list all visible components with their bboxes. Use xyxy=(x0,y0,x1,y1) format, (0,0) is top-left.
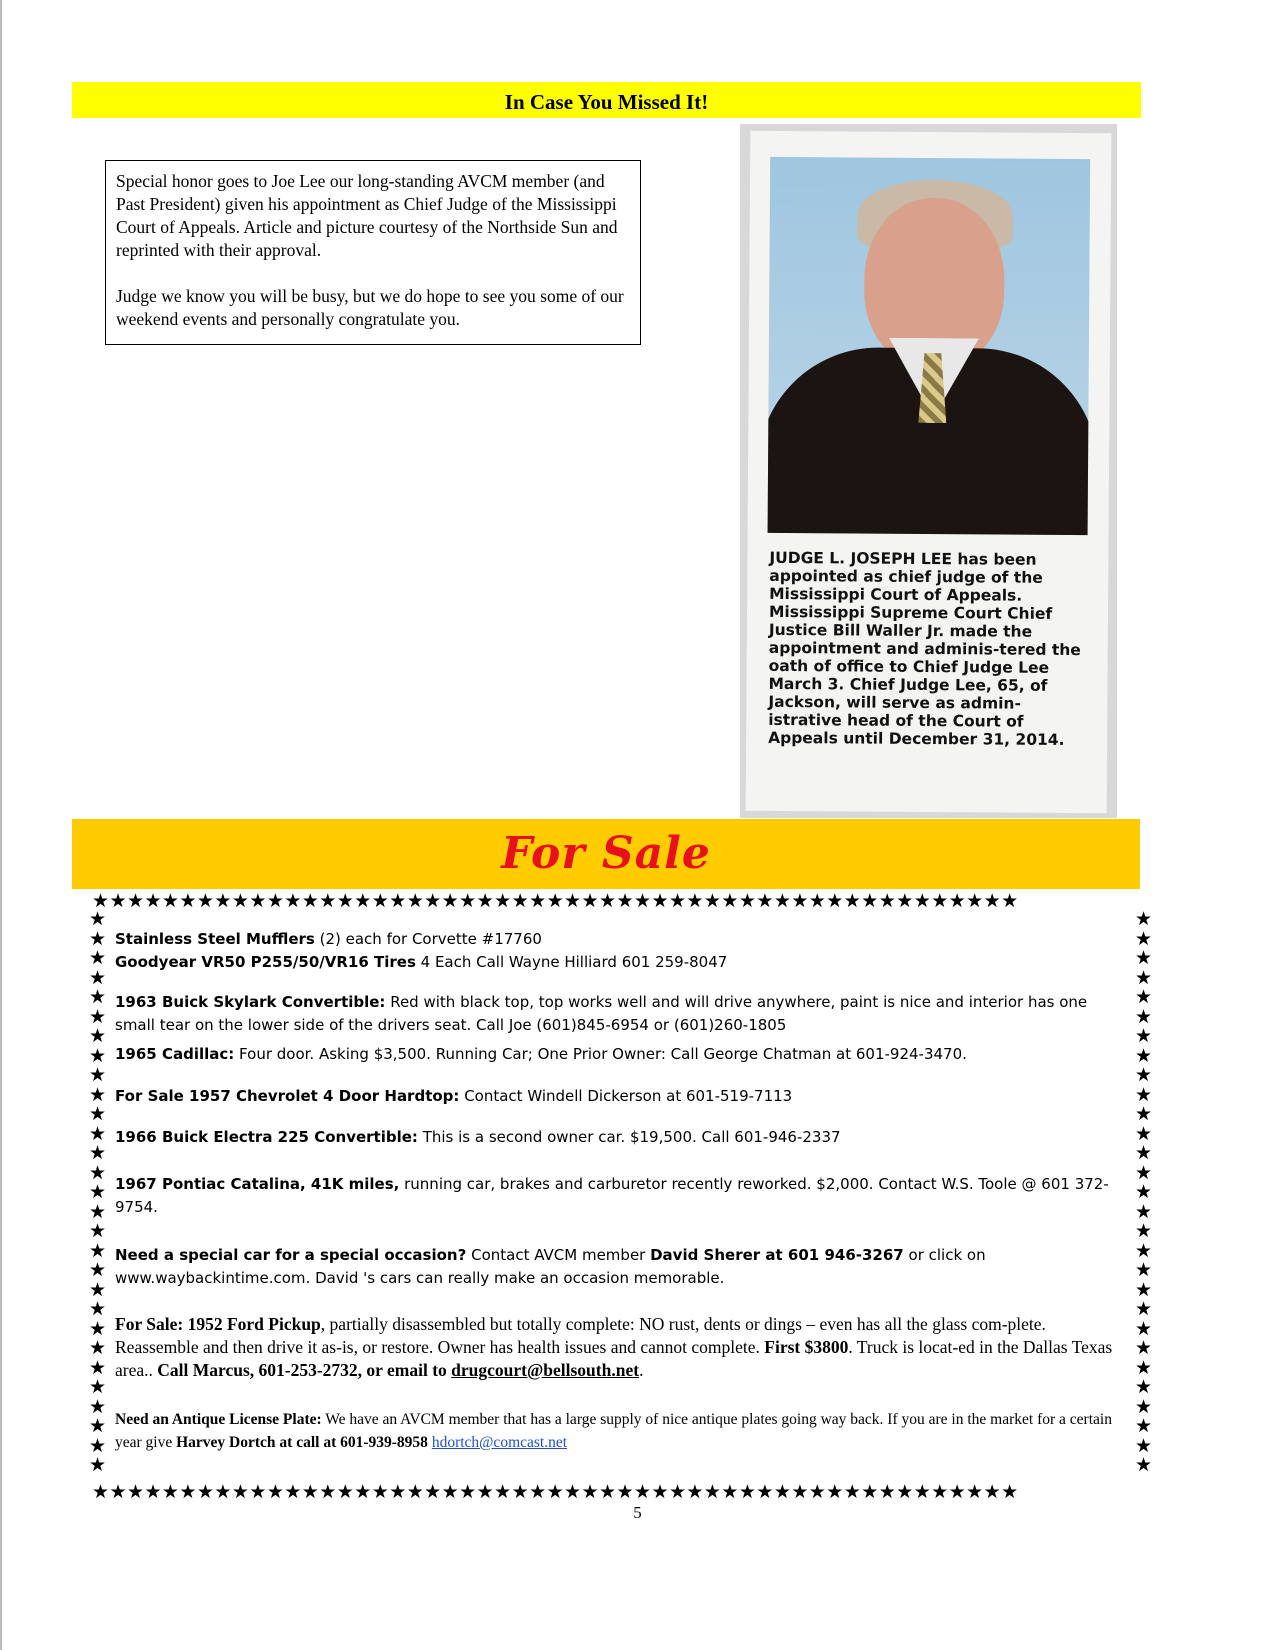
judge-photo xyxy=(768,157,1091,535)
item-text: running car, brakes and carburetor recently reworked. $2,000. Contact W.S. Toole @ 601 372-9754. xyxy=(115,1175,1109,1216)
item-text: This is a second owner car. $19,500. Call 601-946-2337 xyxy=(417,1128,841,1146)
item-text: Red with black top, top works well and will drive anywhere, paint is nice and interior has one small tear on the lower side of the drivers seat. Call Joe (601)845-6954 or (601)260-1805 xyxy=(115,993,1088,1034)
for-sale-item xyxy=(115,1173,1130,1219)
item-highlight: Harvey Dortch at call at 601-939-8958 xyxy=(176,1434,428,1451)
for-sale-list xyxy=(115,928,1130,1478)
for-sale-item xyxy=(115,1244,1130,1290)
page-number: 5 xyxy=(633,1503,642,1522)
for-sale-item xyxy=(115,991,1130,1037)
item-text: , partially disassembled but totally complete: NO rust, dents or dings – even has all the glass com-plete. Reassemble and then drive it as-is, or restore. Owner has health issues and cannot complete. xyxy=(115,1314,1046,1357)
item-text: Contact AVCM member xyxy=(466,1246,651,1264)
item-highlight: Need a special car for a special occasion? xyxy=(115,1246,467,1264)
item-text: 4 Each Call Wayne Hilliard 601 259-8047 xyxy=(415,953,728,971)
item-text: or click on www.waybackintime.com. David 's cars can really make an occasion memorable. xyxy=(115,1246,986,1287)
item-highlight: Call Marcus, 601-253-2732, or email to xyxy=(157,1360,452,1380)
item-text: . xyxy=(639,1360,644,1380)
item-highlight: First $3800 xyxy=(764,1337,849,1357)
item-highlight: For Sale 1957 Chevrolet 4 Door Hardtop: xyxy=(115,1087,460,1105)
for-sale-item xyxy=(115,1313,1130,1382)
photo-caption: JUDGE L. JOSEPH LEE has been appointed as chief judge of the Mississippi Court of Appeals. Mississippi Supreme Court Chief Justice Bill Waller Jr. made the appointment and adminis-tered the oath of office to Chief Judge Lee March 3. Chief Judge Lee, 65, of Jackson, will serve as admin-istrative head of the Court of Appeals until December 31, 2014. xyxy=(768,548,1081,749)
item-text: (2) each for Corvette #17760 xyxy=(314,930,542,948)
item-highlight: Goodyear VR50 P255/50/VR16 Tires xyxy=(115,953,416,971)
notice-box xyxy=(105,160,641,345)
for-sale-banner xyxy=(72,819,1140,889)
section-banner xyxy=(72,82,1141,118)
star-row: ★ ★ ★ ★ ★ ★ ★ ★ ★ ★ ★ ★ ★ ★ ★ ★ ★ ★ ★ ★ ★ ★ ★ ★ ★ ★ ★ ★ ★ xyxy=(1135,908,1153,1476)
item-text: . Truck is locat-ed in the Dallas Texas area.. xyxy=(115,1337,1113,1380)
item-highlight: 1963 Buick Skylark Convertible: xyxy=(115,993,386,1011)
star-row: ★ ★ ★ ★ ★ ★ ★ ★ ★ ★ ★ ★ ★ ★ ★ ★ ★ ★ ★ ★ ★ ★ ★ ★ ★ ★ ★ ★ ★ xyxy=(89,908,107,1476)
for-sale-title: For Sale xyxy=(501,828,711,879)
for-sale-item xyxy=(115,1126,1130,1149)
star-row: ★★★★★★★★★★★★★★★★★★★★★★★★★★★★★★★★★★★★★★★★★★★★★★★★★★★★★ xyxy=(92,890,1019,912)
for-sale-item xyxy=(115,951,1130,974)
for-sale-item xyxy=(115,1408,1130,1454)
email-link[interactable]: drugcourt@bellsouth.net xyxy=(451,1360,640,1380)
item-highlight: 1965 Cadillac: xyxy=(115,1045,235,1063)
notice-paragraph: Special honor goes to Joe Lee our long-standing AVCM member (and Past President) given his appointment as Chief Judge of the Mississippi Court of Appeals. Article and picture courtesy of the Northside Sun and reprinted with their approval. xyxy=(116,171,618,260)
item-highlight: Stainless Steel Mufflers xyxy=(115,930,315,948)
for-sale-item xyxy=(115,1085,1130,1108)
email-link[interactable]: hdortch@comcast.net xyxy=(431,1434,568,1451)
page-edge xyxy=(0,0,2,1650)
item-highlight: Need an Antique License Plate: xyxy=(115,1411,322,1428)
section-title: In Case You Missed It! xyxy=(504,90,709,114)
item-highlight: 1966 Buick Electra 225 Convertible: xyxy=(115,1128,418,1146)
item-text: Contact Windell Dickerson at 601-519-7113 xyxy=(459,1087,793,1105)
item-highlight: David Sherer at 601 946-3267 xyxy=(650,1246,904,1264)
newspaper-clipping xyxy=(740,124,1117,818)
for-sale-item xyxy=(115,1043,1130,1066)
clipping-paper xyxy=(746,131,1112,814)
item-text: Four door. Asking $3,500. Running Car; One Prior Owner: Call George Chatman at 601-924-3470. xyxy=(234,1045,967,1063)
item-text: We have an AVCM member that has a large supply of nice antique plates going way back. If you are in the market for a certain year give xyxy=(115,1411,1112,1451)
notice-paragraph: Judge we know you will be busy, but we do hope to see you some of our weekend events and personally congratulate you. xyxy=(116,286,624,329)
for-sale-item xyxy=(115,928,1130,951)
item-highlight: For Sale: 1952 Ford Pickup xyxy=(115,1314,321,1334)
star-row: ★★★★★★★★★★★★★★★★★★★★★★★★★★★★★★★★★★★★★★★★★★★★★★★★★★★★★ xyxy=(92,1481,1019,1503)
item-highlight: 1967 Pontiac Catalina, 41K miles, xyxy=(115,1175,400,1193)
